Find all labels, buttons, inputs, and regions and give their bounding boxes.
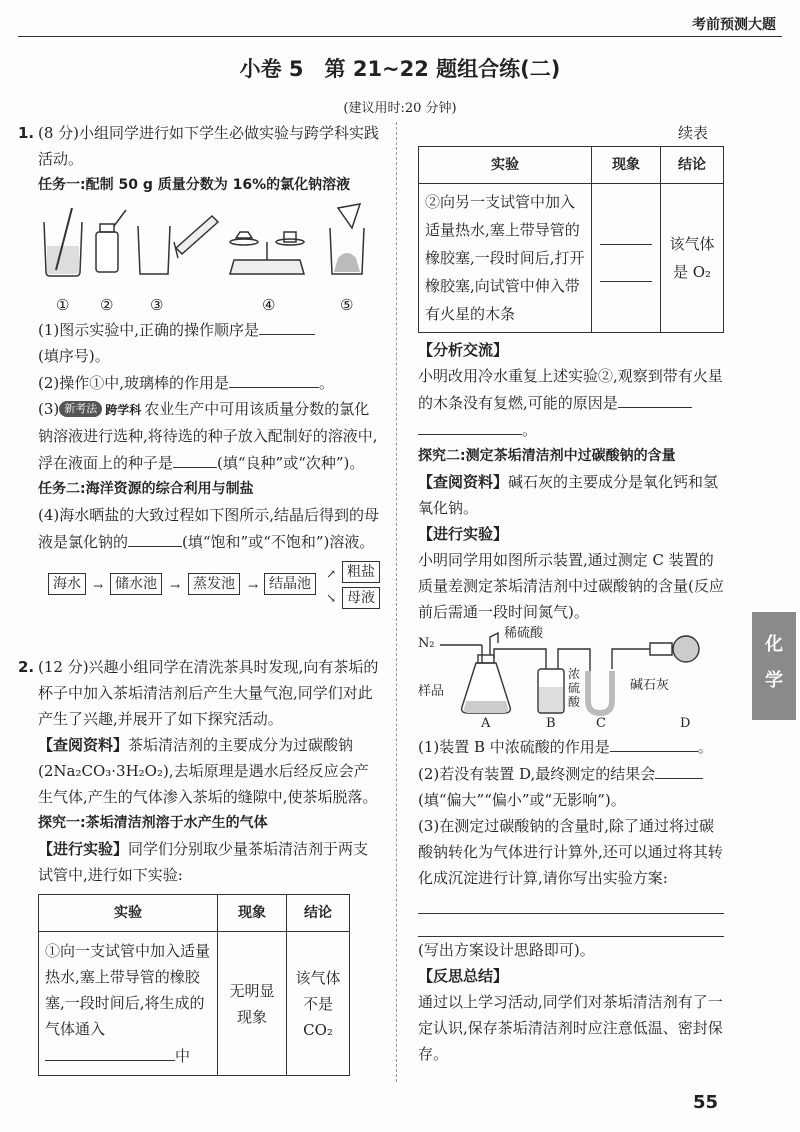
answer-blank[interactable] bbox=[45, 1042, 175, 1061]
table-header-conc: 结论 bbox=[661, 147, 724, 184]
flow-crude-salt: 粗盐 bbox=[342, 561, 380, 583]
q1-part3-prefix: (3) bbox=[38, 400, 60, 418]
column-divider bbox=[396, 122, 398, 1082]
row1-experiment: ①向一支试管中加入适量热水,塞上带导管的橡胶塞,一段时间后,将生成的气体通入 bbox=[45, 942, 211, 1038]
sample-label: 样品 bbox=[418, 684, 445, 699]
header-rule bbox=[18, 36, 782, 37]
exp-label: 【进行实验】 bbox=[38, 840, 129, 858]
flow-seawater: 海水 bbox=[48, 573, 86, 595]
flow-evaporation-pool: 蒸发池 bbox=[188, 573, 240, 595]
experiment-table-2 bbox=[418, 146, 724, 333]
apparatus-label-a: A bbox=[481, 716, 491, 731]
table-header-exp: 实验 bbox=[39, 895, 218, 932]
right-q3: (3)在测定过碳酸钠的含量时,除了通过将过碳酸钠转化为气体进行计算外,还可以通过将其转化成沉淀进行计算,请你写出实验方案: bbox=[418, 817, 723, 887]
reflect-label: 【反思总结】 bbox=[418, 967, 509, 985]
answer-blank[interactable] bbox=[655, 760, 703, 779]
arrow-icon: → bbox=[93, 579, 104, 593]
salt-flow-diagram bbox=[38, 561, 380, 611]
analysis-label: 【分析交流】 bbox=[418, 341, 509, 359]
answer-blank[interactable] bbox=[128, 528, 182, 547]
row1-phenomenon: 无明显现象 bbox=[218, 932, 287, 1076]
analysis-text: 小明改用冷水重复上述实验②,观察到带有火星的木条没有复燃,可能的原因是 bbox=[418, 367, 723, 412]
exp2-label: 【进行实验】 bbox=[418, 525, 509, 543]
suggested-time: (建议用时:20 分钟) bbox=[343, 101, 457, 116]
task2-title: 任务二:海洋资源的综合利用与制盐 bbox=[38, 481, 254, 497]
answer-blank[interactable] bbox=[618, 389, 692, 408]
table-header-phen: 现象 bbox=[218, 895, 287, 932]
q1-part2-end: 。 bbox=[319, 374, 335, 392]
side-tab-char-1: 化 bbox=[765, 634, 783, 655]
flow-mother-liquor: 母液 bbox=[342, 587, 380, 609]
side-tab-char-2: 学 bbox=[765, 670, 783, 691]
answer-line[interactable] bbox=[418, 891, 724, 914]
answer-blank[interactable] bbox=[418, 416, 522, 435]
arrow-icon: → bbox=[248, 579, 259, 593]
task1-title: 任务一:配制 50 g 质量分数为 16%的氯化钠溶液 bbox=[38, 177, 351, 193]
right-q3-note: (写出方案设计思路即可)。 bbox=[418, 941, 595, 959]
reflect-text: 通过以上学习活动,同学们对茶垢清洁剂有了一定认识,保存茶垢清洁剂时应注意低温、密封保存。 bbox=[418, 993, 723, 1063]
ref-text: 茶垢清洁剂的主要成分为过碳酸钠(2Na₂CO₃·3H₂O₂),去垢原理是遇水后经反应会产生气体,产生的气体渗入茶垢的缝隙中,使茶垢脱落。 bbox=[38, 736, 378, 806]
question-2 bbox=[18, 654, 380, 1076]
dilute-acid-label: 稀硫酸 bbox=[504, 626, 544, 641]
header-section-label: 考前预测大题 bbox=[692, 17, 776, 33]
q2-number: 2. bbox=[18, 658, 35, 676]
continued-label: 续表 bbox=[677, 124, 708, 142]
step-labels bbox=[38, 292, 380, 314]
row2-conclusion: 该气体是 O₂ bbox=[661, 184, 724, 333]
subject-side-tab bbox=[752, 612, 796, 720]
conc-acid-label: 浓硫酸 bbox=[568, 667, 581, 709]
flow-crystallization-pool: 结晶池 bbox=[264, 573, 316, 595]
q1-part2: (2)操作①中,玻璃棒的作用是 bbox=[38, 374, 230, 392]
page-title: 小卷 5 第 21~22 题组合练(二) bbox=[239, 57, 561, 81]
q2-intro: (12 分)兴趣小组同学在清洗茶具时发现,向有茶垢的杯子中加入茶垢清洁剂后产生大量气泡,同学们对此产生了兴趣,并展开了如下探究活动。 bbox=[38, 658, 379, 728]
q1-part4-end: (填“饱和”或“不饱和”)溶液。 bbox=[182, 533, 375, 551]
answer-line[interactable] bbox=[418, 914, 724, 937]
exp2-text: 小明同学用如图所示装置,通过测定 C 装置的质量差测定茶垢清洁剂中过碳酸钠的含量(反应前后需通一段时间氮气)。 bbox=[418, 551, 724, 621]
arrow-icon: ↗ bbox=[326, 567, 337, 581]
row2-experiment: ②向另一支试管中加入适量热水,塞上带导管的橡胶塞,一段时间后,打开橡胶塞,向试管中伸入带有火星的木条 bbox=[419, 184, 592, 333]
ref2-text: 碱石灰的主要成分是氧化钙和氢氧化钠。 bbox=[418, 473, 719, 517]
explore-1-title: 探究一:茶垢清洁剂溶于水产生的气体 bbox=[38, 815, 268, 831]
arrow-icon: ↘ bbox=[326, 591, 337, 605]
table-header-phen: 现象 bbox=[592, 147, 661, 184]
step-label-2: ② bbox=[100, 296, 114, 314]
table-row bbox=[419, 184, 724, 333]
ref-label: 【查阅资料】 bbox=[38, 736, 129, 754]
soda-lime-label: 碱石灰 bbox=[630, 678, 670, 693]
q1-part3-text: 农业生产中可用该质量分数的氯化钠溶液进行选种,将待选的种子放入配制好的溶液中,浮在液面上的种子是 bbox=[38, 400, 378, 472]
q1-number: 1. bbox=[18, 124, 35, 142]
right-q1-end: 。 bbox=[697, 738, 713, 756]
table-header-conc: 结论 bbox=[287, 895, 350, 932]
apparatus-figure bbox=[418, 626, 718, 733]
step-label-5: ⑤ bbox=[340, 296, 354, 314]
right-column bbox=[418, 120, 728, 1067]
step-label-3: ③ bbox=[150, 296, 164, 314]
answer-blank[interactable] bbox=[259, 316, 315, 335]
q1-part4: (4)海水晒盐的大致过程如下图所示,结晶后得到的母液是氯化钠的 bbox=[38, 506, 380, 551]
new-method-tag: 新考法 bbox=[59, 401, 102, 417]
answer-blank[interactable] bbox=[600, 263, 652, 282]
table-header-exp: 实验 bbox=[419, 147, 592, 184]
apparatus-label-c: C bbox=[596, 716, 606, 731]
analysis-end: 。 bbox=[522, 421, 538, 439]
apparatus-label-b: B bbox=[546, 716, 556, 731]
q1-intro: (8 分)小组同学进行如下学生必做实验与跨学科实践活动。 bbox=[38, 124, 380, 168]
answer-blank[interactable] bbox=[600, 226, 652, 245]
step-label-1: ① bbox=[56, 296, 70, 314]
ref2-label: 【查阅资料】 bbox=[418, 473, 509, 491]
right-q2-end: (填“偏大”“偏小”或“无影响”)。 bbox=[418, 791, 626, 809]
cross-subject-tag: 跨学科 bbox=[105, 403, 142, 417]
table-row bbox=[39, 932, 350, 1076]
right-q2: (2)若没有装置 D,最终测定的结果会 bbox=[418, 765, 656, 783]
arrow-icon: → bbox=[170, 579, 181, 593]
n2-label: N₂ bbox=[418, 636, 435, 651]
flow-storage-pool: 储水池 bbox=[110, 573, 162, 595]
row1-conclusion: 该气体不是 CO₂ bbox=[287, 932, 350, 1076]
q1-part1-end: (填序号)。 bbox=[38, 347, 110, 365]
row1-exp-end: 中 bbox=[175, 1047, 191, 1065]
explore-2-title: 探究二:测定茶垢清洁剂中过碳酸钠的含量 bbox=[418, 448, 676, 464]
q1-part3-end: (填“良种”或“次种”)。 bbox=[217, 454, 365, 472]
experiment-table-1 bbox=[38, 894, 350, 1076]
apparatus-label-d: D bbox=[680, 716, 691, 731]
answer-blank[interactable] bbox=[229, 369, 319, 388]
step-label-4: ④ bbox=[262, 296, 276, 314]
page-number: 55 bbox=[692, 1092, 718, 1113]
q1-part1: (1)图示实验中,正确的操作顺序是 bbox=[38, 321, 260, 339]
exp-text: 同学们分别取少量茶垢清洁剂于两支试管中,进行如下实验: bbox=[38, 840, 369, 884]
question-1 bbox=[18, 120, 380, 611]
right-q1: (1)装置 B 中浓硫酸的作用是 bbox=[418, 738, 610, 756]
solution-prep-figure bbox=[38, 202, 380, 292]
answer-blank[interactable] bbox=[173, 449, 217, 468]
